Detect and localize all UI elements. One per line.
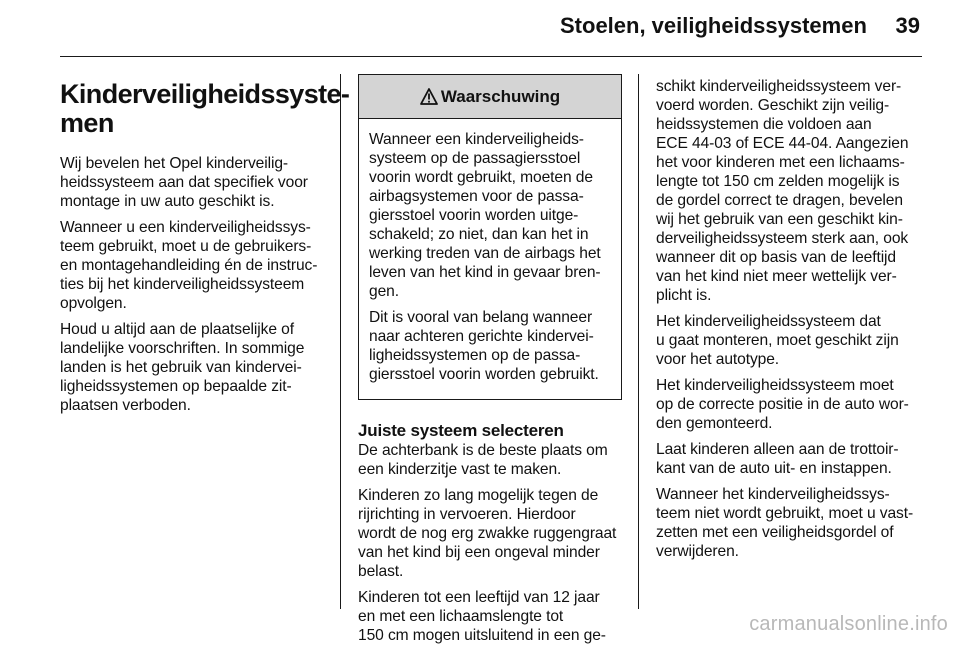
text-line: kant van de auto uit- en instappen. xyxy=(656,460,892,477)
text-line: zetten met een veiligheidsgordel of xyxy=(656,524,894,541)
text-line: Wanneer het kinderveiligheidssys- xyxy=(656,486,890,503)
text-line: Het kinderveiligheidssysteem moet xyxy=(656,377,894,394)
text-line: en montagehandleiding én de instruc- xyxy=(60,257,318,274)
text-line: schikt kinderveiligheidssysteem ver- xyxy=(656,78,902,95)
text-line: voerd worden. Geschikt zijn veilig- xyxy=(656,97,890,114)
text-line: ties bij het kinderveiligheidssysteem xyxy=(60,276,305,293)
text-line: opvolgen. xyxy=(60,295,127,312)
text-line: rijrichting in vervoeren. Hierdoor xyxy=(358,506,576,523)
column-3 xyxy=(656,77,946,568)
text-line: men xyxy=(60,108,114,138)
text-line: Kinderen zo lang mogelijk tegen de xyxy=(358,487,599,504)
section-title: Stoelen, veiligheidssystemen xyxy=(560,13,867,38)
text-line: wij het gebruik van een geschikt kin- xyxy=(656,211,903,228)
text-line: ligheidssystemen op bepaalde zit- xyxy=(60,378,292,395)
text-line: u gaat monteren, moet geschikt zijn xyxy=(656,332,899,349)
text-line: een kinderzitje vast te maken. xyxy=(358,461,562,478)
main-heading xyxy=(60,79,350,138)
column-divider xyxy=(638,74,639,609)
text-line: teem gebruikt, moet u de gebruikers- xyxy=(60,238,312,255)
text-line: heidssystemen die voldoen aan xyxy=(656,116,872,133)
text-line: schakeld; zo niet, dan kan het in xyxy=(369,226,589,243)
warning-paragraph xyxy=(369,308,611,384)
text-line: het voor kinderen met een lichaams- xyxy=(656,154,905,171)
text-line: Kinderveiligheidssyste- xyxy=(60,79,350,109)
paragraph xyxy=(358,441,622,479)
page-number: 39 xyxy=(895,13,920,38)
text-line: plaatsen verboden. xyxy=(60,397,191,414)
text-line: Het kinderveiligheidssysteem dat xyxy=(656,313,881,330)
text-line: airbagsystemen voor de passa- xyxy=(369,188,584,205)
text-line: ECE 44-03 of ECE 44-04. Aangezien xyxy=(656,135,909,152)
text-line: Wanneer een kinderveiligheids- xyxy=(369,131,584,148)
text-line: derveiligheidssysteem sterk aan, ook xyxy=(656,230,909,247)
paragraph xyxy=(656,312,946,369)
text-line: de gordel correct te dragen, bevelen xyxy=(656,192,903,209)
text-line: teem niet wordt gebruikt, moet u vast- xyxy=(656,505,914,522)
paragraph xyxy=(60,154,330,211)
text-line: Houd u altijd aan de plaatselijke of xyxy=(60,321,294,338)
text-line: 150 cm mogen uitsluitend in een ge- xyxy=(358,627,606,644)
text-line: giersstoel voorin worden uitge- xyxy=(369,207,579,224)
text-line: voor het autotype. xyxy=(656,351,780,368)
text-line: den gemonteerd. xyxy=(656,415,773,432)
text-line: giersstoel voorin worden gebruikt. xyxy=(369,366,599,383)
text-line: op de correcte positie in de auto wor- xyxy=(656,396,909,413)
text-line: plicht is. xyxy=(656,287,712,304)
text-line: leven van het kind in gevaar bren- xyxy=(369,264,601,281)
text-line: Wij bevelen het Opel kinderveilig- xyxy=(60,155,289,172)
warning-body xyxy=(359,119,621,399)
paragraph xyxy=(656,485,946,561)
warning-triangle-icon xyxy=(420,88,438,105)
header-divider xyxy=(60,56,922,57)
text-line: Dit is vooral van belang wanneer xyxy=(369,309,593,326)
text-line: van het kind niet meer wettelijk ver- xyxy=(656,268,897,285)
warning-title: Waarschuwing xyxy=(440,86,561,106)
warning-header xyxy=(359,75,621,119)
text-line: verwijderen. xyxy=(656,543,739,560)
text-line: lengte tot 150 cm zelden mogelijk is xyxy=(656,173,900,190)
text-line: werking treden van de airbags het xyxy=(369,245,601,262)
text-line: naar achteren gerichte kindervei- xyxy=(369,328,594,345)
column-1 xyxy=(60,74,350,422)
text-line: heidssysteem aan dat specifiek voor xyxy=(60,174,308,191)
warning-paragraph xyxy=(369,130,611,301)
text-line: wanneer dit op basis van de leeftijd xyxy=(656,249,896,266)
paragraph xyxy=(60,320,330,415)
text-line: gen. xyxy=(369,283,399,300)
text-line: systeem op de passagiersstoel xyxy=(369,150,581,167)
column-2 xyxy=(358,74,622,652)
text-line: Wanneer u een kinderveiligheidssys- xyxy=(60,219,311,236)
text-line: De achterbank is de beste plaats om xyxy=(358,442,608,459)
text-line: voorin wordt gebruikt, moeten de xyxy=(369,169,593,186)
text-line: van het kind bij een ongeval minder xyxy=(358,544,600,561)
text-line: Laat kinderen alleen aan de trottoir- xyxy=(656,441,899,458)
paragraph xyxy=(656,77,946,305)
text-line: Kinderen tot een leeftijd van 12 jaar xyxy=(358,589,600,606)
paragraph xyxy=(358,486,622,581)
text-line: landen is het gebruik van kindervei- xyxy=(60,359,302,376)
column-divider xyxy=(340,74,341,609)
text-line: ligheidssystemen op de passa- xyxy=(369,347,581,364)
text-line: en met een lichaamslengte tot xyxy=(358,608,564,625)
warning-box xyxy=(358,74,622,400)
watermark: carmanualsonline.info xyxy=(749,613,948,635)
section-heading: Juiste systeem selecteren xyxy=(358,421,564,440)
paragraph xyxy=(358,588,622,645)
paragraph xyxy=(60,218,330,313)
text-line: wordt de nog erg zwakke ruggengraat xyxy=(358,525,617,542)
paragraph xyxy=(656,376,946,433)
text-line: montage in uw auto geschikt is. xyxy=(60,193,275,210)
text-line: landelijke voorschriften. In sommige xyxy=(60,340,305,357)
paragraph xyxy=(656,440,946,478)
text-line: belast. xyxy=(358,563,404,580)
